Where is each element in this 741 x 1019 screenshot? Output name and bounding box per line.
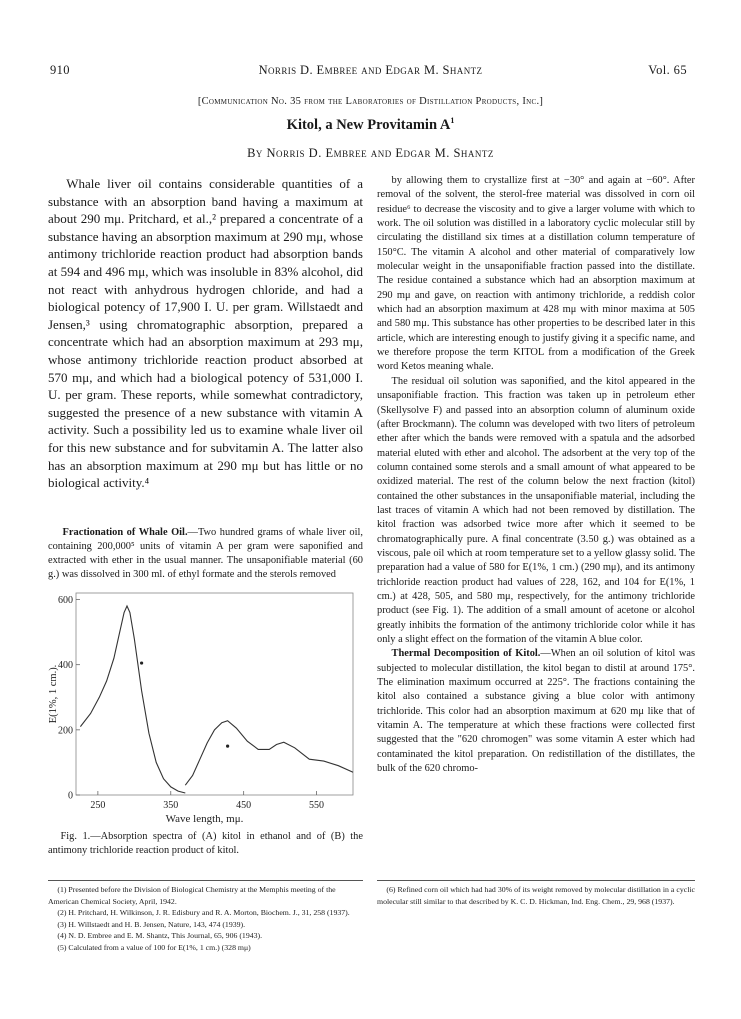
x-tick-label-1: 350 xyxy=(163,800,179,811)
right-paragraph-2: The residual oil solution was saponified, and the kitol appeared in the unsaponifiable fraction. This fraction was taken up in petroleum ether (Skellysolve F) and passed into an absorption column of aluminum oxide (after Brockmann). The column was developed with two liters of petroleum ether after which the bands were removed with a spatula and the adsorbed material eluted with ether and alcohol. The adsorbent at the very top of the column contained some sterols and a small amount of what appeared to be oxidized material. The rest of the column below the next fraction (kitol) contained the other substances in the unsaponifiable material, including the last traces of vitamin A which had not been removed by distillation. The kitol fraction was adsorbed twice more after which it seemed to be chromatographically pure. A final concentrate (3.50 g.) was obtained as a viscous, pale oil which at room temperature set to a yellow glassy solid. The preparation had a value of 580 for E(1%, 1 cm.) (290 mμ), and its antimony trichloride reaction product had values of 228, 162, and 104 for E(1%, 1 cm.) at 428, 505, and 580 mμ, respectively, for the antimony trichloride product (see Fig. 1). The addition of a small amount of acetone or alcohol greatly inhibits the formation of the antimony trichloride color while it has only a slight effect on the formation of the vitamin A blue color. xyxy=(377,375,695,645)
footnotes-left xyxy=(48,884,366,954)
right-paragraph-1: by allowing them to crystallize first at −30° and again at −60°. After removal of the solvent, the sterol-free material was dissolved in corn oil residue⁶ to decrease the viscosity and to give a larger volume with which to work. The oil solution was distilled in a laboratory cyclic molecular still by circulating the distilland six times at a distillation column temperature of 150°C. The vitamin A alcohol and other material of comparatively low molecular weight in the unsaponifiable fraction passed into the distillate. The residue contained a substance which had an absorption maximum at 290 mμ and gave, on reaction with antimony trichloride, a reddish color which had an absorption maximum at 428 mμ with minor maxima at 505 and 580 mμ. This substance has other properties to be described later in this article, which are interesting enough to justify giving it a specific name, and we therefore propose the term KITOL from a modification of the Greek word Ketos meaning whale. xyxy=(377,175,695,373)
x-tick-label-0: 250 xyxy=(90,800,106,811)
footnote-divider xyxy=(48,880,363,881)
title-footnote-mark: 1 xyxy=(450,116,455,125)
y-tick-label-2: 400 xyxy=(58,660,73,672)
intro-paragraph-column xyxy=(48,175,363,492)
footnote-divider-right xyxy=(377,880,695,881)
y-tick-label-0: 0 xyxy=(68,790,73,802)
footnote-4: (4) N. D. Embree and E. M. Shantz, This Journal, 65, 906 (1943). xyxy=(57,931,263,941)
y-tick-label-3: 600 xyxy=(58,595,73,607)
volume-label: Vol. 65 xyxy=(648,63,687,77)
footnote-5: (5) Calculated from a value of 100 for E(1%, 1 cm.) (328 mμ) xyxy=(57,942,251,952)
footnote-6-text: (6) Refined corn oil which had had 30% of its weight removed by molecular distillation in a cyclic molecular still similar to that described by K. C. D. Hickman, Ind. Eng. Chem., 29, 968 (1937). xyxy=(377,885,695,906)
right-column xyxy=(377,174,695,776)
figure-caption: Fig. 1.—Absorption spectra of (A) kitol in ethanol and of (B) the antimony trichloride reaction product of kitol. xyxy=(48,831,363,856)
page-number: 910 xyxy=(50,63,70,77)
thermal-text: —When an oil solution of kitol was subjected to molecular distillation, the kitol began to distil at around 175°. The elimination maximum occurred at 225°. The fractions containing the kitol also contained a substance giving a blue color with antimony trichloride. This color had an absorption maximum at 620 mμ like that of vitamin A. The temperature at which these fractions were collected first suggested that the "620 chromogen" was some vitamin A ester which had contaminated the kitol preparation. On redistillation of the distillates, the bulk of the 620 chromo- xyxy=(377,648,695,775)
fractionation-heading: Fractionation of Whale Oil. xyxy=(62,527,188,538)
running-title: Norris D. Embree and Edgar M. Shantz xyxy=(258,63,483,77)
footnote-6 xyxy=(377,884,695,907)
footnote-3: (3) H. Willstaedt and H. B. Jensen, Nature, 143, 474 (1939). xyxy=(57,919,246,929)
article-title-text: Kitol, a New Provitamin A xyxy=(286,116,451,133)
y-axis-label: E(1%, 1 cm.). xyxy=(48,664,59,724)
communication-line: [Communication No. 35 from the Laboratories of Distillation Products, Inc.] xyxy=(197,96,544,107)
thermal-paragraph xyxy=(377,647,695,776)
article-title xyxy=(0,116,741,134)
series-0-line xyxy=(80,606,185,793)
byline: By Norris D. Embree and Edgar M. Shantz xyxy=(247,146,494,160)
figure-1 xyxy=(48,583,368,828)
footnote-1: (1) Presented before the Division of Biological Chemistry at the Memphis meeting of the American Chemical Society, April, 1942. xyxy=(48,885,336,906)
intro-paragraph: Whale liver oil contains considerable quantities of a substance with an absorption band having a maximum at about 290 mμ. Pritchard, et al.,² prepared a concentrate of a substance having an absorption maximum at 290 mμ, whose antimony trichloride reaction product had absorption bands at 594 and 496 mμ, which was insoluble in 83% alcohol, did not react with anhydrous hydrogen chloride, and had a biological potency of 17,900 I. U. per gram. Willstaedt and Jensen,³ using chromatographic absorption, prepared a concentrate which had an absorption maximum at 293 mμ, whose antimony trichloride reaction product absorbed at 570 mμ, and which had a biological potency of 531,000 I. U. per gram. These reports, while somewhat contradictory, suggested the presence of a new substance with vitamin A activity. Such a possibility led us to examine whale liver oil for this new substance and for subvitamin A. The latter also has an absorption maximum at 290 mμ but has little or no biological activity.⁴ xyxy=(48,176,363,491)
curve-marker-A xyxy=(140,661,143,664)
thermal-heading: Thermal Decomposition of Kitol. xyxy=(391,648,541,660)
fractionation-paragraph xyxy=(48,526,363,582)
x-tick-label-3: 550 xyxy=(309,800,325,811)
x-tick-label-2: 450 xyxy=(236,800,252,811)
absorption-spectra-chart xyxy=(48,583,368,828)
fractionation-text: —Two hundred grams of whale liver oil, containing 200,000⁵ units of vitamin A per gram were saponified and extracted with ether in the usual manner. The unsaponifiable material (60 g.) was dissolved in 300 ml. of ethyl formate and the sterols removed xyxy=(48,527,363,580)
fractionation-section xyxy=(48,526,363,582)
x-axis-label: Wave length, mμ. xyxy=(165,813,244,825)
y-tick-label-1: 200 xyxy=(58,725,73,737)
series-1-line xyxy=(185,721,353,786)
plot-frame xyxy=(76,593,353,795)
curve-marker-B xyxy=(226,745,229,748)
footnote-2: (2) H. Pritchard, H. Wilkinson, J. R. Edisbury and R. A. Morton, Biochem. J., 31, 258 (1937). xyxy=(57,908,350,918)
